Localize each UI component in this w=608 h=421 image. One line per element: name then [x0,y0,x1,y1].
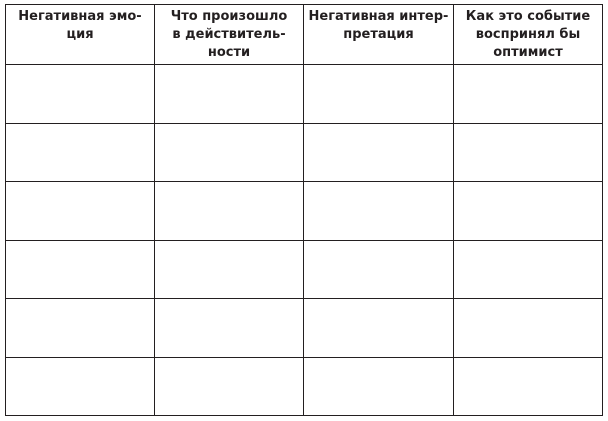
table-cell-interpretation[interactable] [304,65,454,124]
header-line: ности [207,45,251,60]
table-row [6,240,603,299]
header-line: Что произошло [170,9,288,24]
table-cell-optimist-view[interactable] [454,240,603,299]
table-cell-emotion[interactable] [6,182,155,241]
table-cell-interpretation[interactable] [304,182,454,241]
header-line: Как это событие [465,9,591,24]
header-line: в действитель- [172,27,286,42]
table-cell-interpretation[interactable] [304,240,454,299]
table-cell-optimist-view[interactable] [454,123,603,182]
table-cell-interpretation[interactable] [304,123,454,182]
header-line: воспринял бы [475,27,581,42]
header-negative-emotion [6,5,155,65]
table-cell-what-happened[interactable] [155,123,304,182]
table-cell-emotion[interactable] [6,65,155,124]
header-row [6,5,603,65]
table-cell-optimist-view[interactable] [454,357,603,416]
table-cell-what-happened[interactable] [155,357,304,416]
table-row [6,65,603,124]
header-line: оптимист [493,45,563,60]
header-line: ция [66,27,94,42]
header-optimist-view [454,5,603,65]
table-cell-emotion[interactable] [6,123,155,182]
table-row [6,357,603,416]
table-cell-what-happened[interactable] [155,299,304,358]
table-cell-interpretation[interactable] [304,357,454,416]
table-row [6,182,603,241]
header-line: претация [343,27,414,42]
table-cell-what-happened[interactable] [155,240,304,299]
header-what-happened [155,5,304,65]
header-negative-interpretation [304,5,454,65]
table-cell-emotion[interactable] [6,240,155,299]
table-cell-what-happened[interactable] [155,182,304,241]
table-cell-interpretation[interactable] [304,299,454,358]
table-cell-optimist-view[interactable] [454,65,603,124]
table-cell-optimist-view[interactable] [454,182,603,241]
table-cell-optimist-view[interactable] [454,299,603,358]
table-cell-emotion[interactable] [6,357,155,416]
table-row [6,299,603,358]
table-cell-what-happened[interactable] [155,65,304,124]
header-line: Негативная эмо- [18,9,142,24]
header-line: Негативная интер- [308,9,449,24]
table-row [6,123,603,182]
reflection-table [5,4,603,416]
table-cell-emotion[interactable] [6,299,155,358]
